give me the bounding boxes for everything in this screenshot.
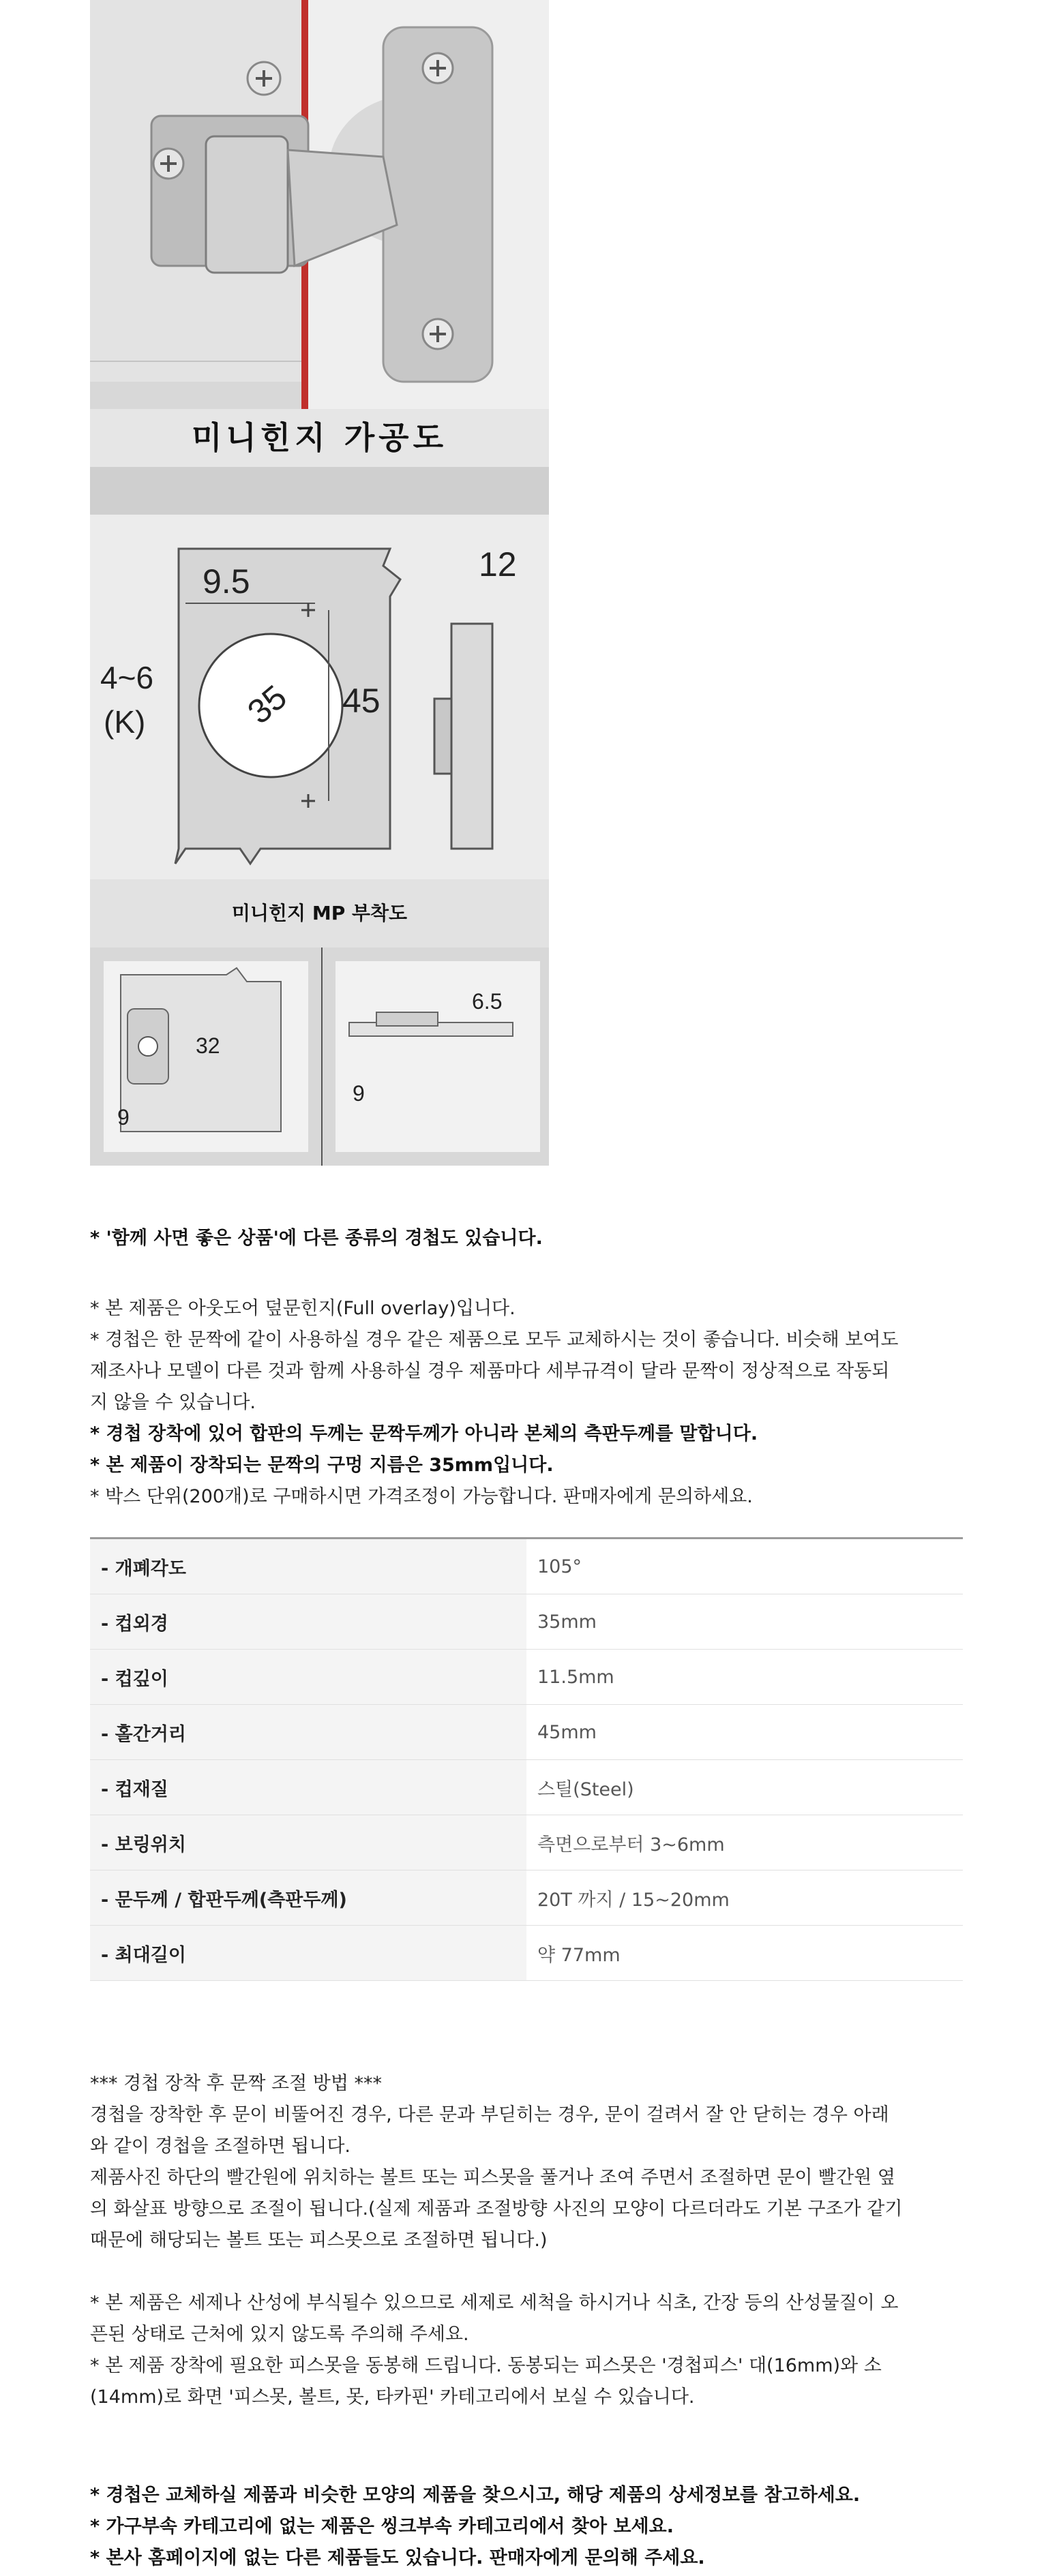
table-row xyxy=(90,1760,963,1815)
mounting-diagram xyxy=(90,948,549,1166)
table-row xyxy=(90,1539,963,1594)
spec-value: 20T 까지 / 15~20mm xyxy=(526,1870,963,1926)
dim-label-9-right: 9 xyxy=(353,1081,365,1106)
photo-caption: 미니힌지 가공도 xyxy=(191,419,448,456)
care-line: (14mm)로 화면 '피스못, 볼트, 못, 타카핀' 카테고리에서 보실 수 있습니다. xyxy=(90,2386,695,2408)
machining-diagram xyxy=(90,515,549,879)
spec-value: 약 77mm xyxy=(526,1926,963,1981)
spec-value: 스틸(Steel) xyxy=(526,1760,963,1815)
dim-label-35: 35 xyxy=(240,678,295,731)
dim-label-k: (K) xyxy=(104,704,146,740)
spec-table xyxy=(90,1537,963,1981)
spec-key: - 문두께 / 합판두께(측판두께) xyxy=(90,1870,526,1926)
final-line: * 가구부속 카테고리에 없는 제품은 씽크부속 카테고리에서 찾아 보세요. xyxy=(90,2516,674,2537)
hinge-product-photo xyxy=(90,0,549,467)
spec-key: - 최대길이 xyxy=(90,1926,526,1981)
mounting-caption: 미니힌지 MP 부착도 xyxy=(90,879,549,948)
note-line: * 본 제품은 아웃도어 덮문힌지(Full overlay)입니다. xyxy=(90,1298,516,1319)
final-line: * 경첩은 교체하실 제품과 비슷한 모양의 제품을 찾으시고, 해당 제품의 상세정보를 참고하세요. xyxy=(90,2485,861,2506)
adjust-line: 경첩을 장착한 후 문이 비뚤어진 경우, 다른 문과 부딛히는 경우, 문이 걸려서 잘 안 닫히는 경우 아래 xyxy=(90,2104,889,2125)
care-line: * 본 제품 장착에 필요한 피스못을 동봉해 드립니다. 동봉되는 피스못은 '경첩피스' 대(16mm)와 소 xyxy=(90,2355,882,2376)
note-line: * 경첩은 한 문짝에 같이 사용하실 경우 같은 제품으로 모두 교체하시는 것이 좋습니다. 비슷해 보여도 xyxy=(90,1329,899,1350)
related-products-note: * '함께 사면 좋은 상품'에 다른 종류의 경첩도 있습니다. xyxy=(90,1228,543,1249)
spec-value: 11.5mm xyxy=(526,1650,963,1705)
dim-label-4-6: 4~6 xyxy=(100,660,154,695)
final-line: * 본사 홈페이지에 없는 다른 제품들도 있습니다. 판매자에게 문의해 주세요. xyxy=(90,2547,705,2569)
final-notes xyxy=(90,2480,970,2574)
spec-key: - 컵외경 xyxy=(90,1594,526,1650)
note-line: 지 않을 수 있습니다. xyxy=(90,1392,256,1413)
dim-label-9-5: 9.5 xyxy=(203,562,250,601)
table-row xyxy=(90,1870,963,1926)
table-row xyxy=(90,1650,963,1705)
spec-key: - 보링위치 xyxy=(90,1815,526,1870)
care-line: * 본 제품은 세제나 산성에 부식될수 있으므로 세제로 세척을 하시거나 식초, 간장 등의 산성물질이 오 xyxy=(90,2292,899,2314)
dim-label-32: 32 xyxy=(196,1033,220,1058)
mounting-drawings xyxy=(90,948,549,1166)
note-line-bold: * 본 제품이 장착되는 문짝의 구멍 지름은 35mm입니다. xyxy=(90,1455,554,1476)
adjust-line: 와 같이 경첩을 조절하면 됩니다. xyxy=(90,2136,351,2157)
dim-label-6-5: 6.5 xyxy=(472,989,503,1014)
adjust-line: 제품사진 하단의 빨간원에 위치하는 볼트 또는 피스못을 풀거나 조여 주면서 조절하면 문이 빨간원 옆 xyxy=(90,2167,895,2188)
adjust-line: *** 경첩 장착 후 문짝 조절 방법 *** xyxy=(90,2073,382,2094)
dim-label-45: 45 xyxy=(342,682,381,720)
spec-key: - 개폐각도 xyxy=(90,1539,526,1594)
dim-label-9-left: 9 xyxy=(117,1105,130,1130)
spec-value: 105° xyxy=(526,1539,963,1594)
note-line-bold: * 경첩 장착에 있어 합판의 두께는 문짝두께가 아니라 본체의 측판두께를 말합니다. xyxy=(90,1423,758,1444)
dim-label-12: 12 xyxy=(479,545,517,584)
table-row xyxy=(90,1815,963,1870)
care-notes xyxy=(90,2288,970,2413)
adjust-line: 의 화살표 방향으로 조절이 됩니다.(실제 제품과 조절방향 사진의 모양이 다르더라도 기본 구조가 같기 xyxy=(90,2198,903,2219)
machining-drawing xyxy=(90,515,549,879)
table-row xyxy=(90,1594,963,1650)
note-line: * 박스 단위(200개)로 구매하시면 가격조정이 가능합니다. 판매자에게 문의하세요. xyxy=(90,1486,753,1507)
spec-value: 45mm xyxy=(526,1705,963,1760)
care-line: 픈된 상태로 근처에 있지 않도록 주의해 주세요. xyxy=(90,2324,469,2345)
spec-key: - 컵재질 xyxy=(90,1760,526,1815)
product-notes xyxy=(90,1293,970,1513)
spec-key: - 컵깊이 xyxy=(90,1650,526,1705)
hinge-photo-illustration xyxy=(90,0,549,409)
spec-value: 측면으로부터 3~6mm xyxy=(526,1815,963,1870)
adjust-line: 때문에 해당되는 볼트 또는 피스못으로 조절하면 됩니다.) xyxy=(90,2230,548,2251)
adjust-instructions xyxy=(90,2068,970,2256)
spec-value: 35mm xyxy=(526,1594,963,1650)
spec-key: - 홀간거리 xyxy=(90,1705,526,1760)
note-line: 제조사나 모델이 다른 것과 함께 사용하실 경우 제품마다 세부규격이 달라 문짝이 정상적으로 작동되 xyxy=(90,1361,890,1382)
table-row xyxy=(90,1926,963,1981)
image-separator xyxy=(90,467,549,515)
table-row xyxy=(90,1705,963,1760)
